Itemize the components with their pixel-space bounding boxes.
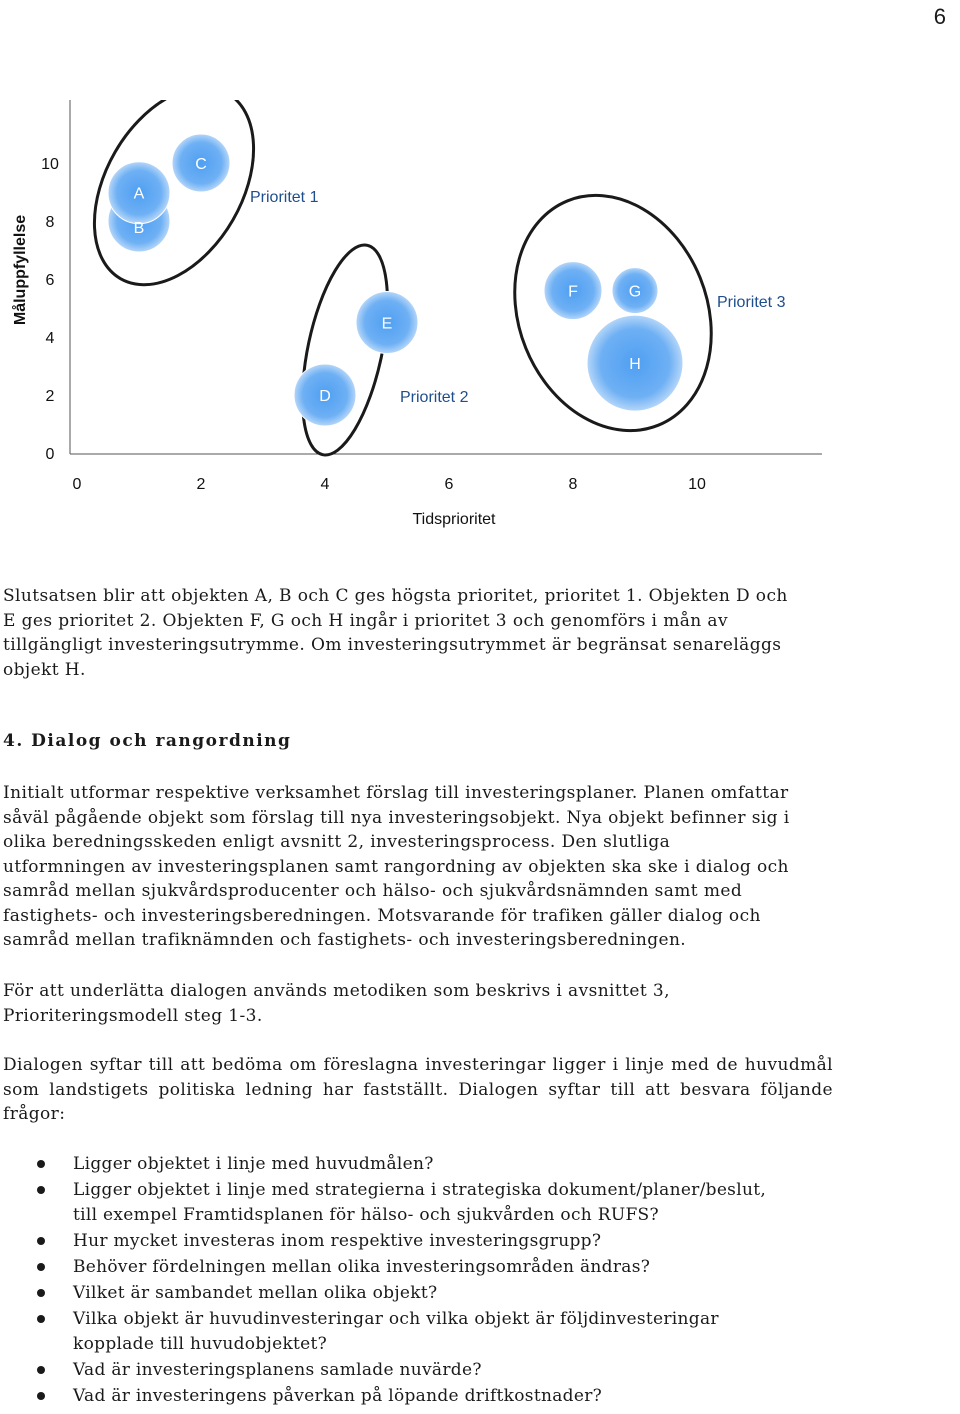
bullet-icon	[37, 1315, 45, 1323]
conclusion-line: tillgängligt investeringsutrymme. Om investeringsutrymmet är begränsat senareläggs	[3, 635, 782, 655]
list-item-text: kopplade till huvudobjektet?	[73, 1334, 328, 1354]
bubble-label: D	[319, 388, 331, 405]
paragraph-line: samråd mellan sjukvårdsproducenter och hälso- och sjukvårdsnämnden samt med	[3, 881, 743, 901]
x-tick-label: 2	[196, 476, 206, 493]
question-list	[0, 1152, 840, 1410]
x-tick-label: 0	[72, 476, 82, 493]
list-item	[0, 1281, 840, 1306]
list-item-text: Vad är investeringsplanens samlade nuvärde?	[73, 1360, 482, 1380]
bubble-label: G	[628, 283, 642, 301]
bubble-chart	[0, 100, 840, 530]
axis-labels	[11, 215, 496, 528]
method-paragraph	[3, 979, 843, 1028]
conclusion-paragraph	[3, 584, 843, 682]
y-tick-label: 6	[45, 272, 55, 289]
y-tick-label: 10	[41, 156, 59, 173]
paragraph-line: olika beredningsskeden enligt avsnitt 2, investeringsprocess. Den slutliga	[3, 832, 671, 852]
y-tick-label: 2	[45, 388, 55, 405]
bubble-label: A	[133, 185, 145, 203]
bubble-label: C	[195, 156, 207, 173]
list-item	[0, 1358, 840, 1383]
list-item	[0, 1178, 840, 1228]
priority-group-label: Prioritet 1	[250, 189, 319, 206]
bullet-icon	[37, 1263, 45, 1271]
paragraph-line: såväl pågående objekt som förslag till nya investeringsobjekt. Nya objekt befinner sig i	[3, 807, 790, 828]
x-tick-label: 6	[444, 476, 454, 493]
list-item	[0, 1229, 840, 1254]
priority-group-label: Prioritet 2	[400, 389, 469, 406]
bubbles	[108, 134, 683, 426]
bubble-label: E	[381, 315, 393, 333]
bullet-icon	[37, 1186, 45, 1194]
priority-group-label: Prioritet 3	[717, 294, 786, 311]
paragraph-line: Initialt utformar respektive verksamhet förslag till investeringsplaner. Planen omfattar	[3, 783, 789, 803]
x-tick-label: 4	[320, 476, 330, 493]
list-item-text: Hur mycket investeras inom respektive investeringsgrupp?	[73, 1231, 602, 1251]
bubble-label: H	[629, 356, 641, 374]
paragraph-line: fastighets- och investeringsberedningen. Motsvarande för trafiken gäller dialog och	[3, 905, 761, 926]
bullet-icon	[37, 1366, 45, 1374]
bullet-icon	[37, 1289, 45, 1297]
x-tick-label: 10	[688, 476, 706, 493]
page-number: 6	[933, 4, 946, 29]
y-tick-label: 8	[45, 214, 55, 231]
list-item-text: till exempel Framtidsplanen för hälso- och sjukvården och RUFS?	[73, 1205, 659, 1225]
bullet-icon	[37, 1160, 45, 1168]
conclusion-line: Slutsatsen blir att objekten A, B och C ges högsta prioritet, prioritet 1. Objekten D och	[3, 586, 788, 606]
y-tick-label: 4	[45, 330, 55, 347]
paragraph-line: För att underlätta dialogen används metodiken som beskrivs i avsnittet 3,	[3, 981, 670, 1001]
paragraph-line: samråd mellan trafiknämnden och fastighets- och investeringsberedningen.	[3, 930, 687, 950]
purpose-paragraph: Dialogen syftar till att bedöma om föreslagna investeringar ligger i linje med de huvudmål som landstigets politiska ledning har fastställt. Dialogen syftar till att besvara följande frågor:	[3, 1055, 833, 1124]
y-tick-label: 0	[45, 446, 55, 463]
list-item-text: Vilket är sambandet mellan olika objekt?	[73, 1283, 438, 1303]
bubble-label: F	[568, 283, 578, 301]
priority-group-outline	[62, 100, 287, 313]
conclusion-line: E ges prioritet 2. Objekten F, G och H ingår i prioritet 3 och genomförs i mån av	[3, 610, 728, 631]
conclusion-line: objekt H.	[3, 659, 86, 680]
y-axis-label: Måluppfyllelse	[12, 214, 29, 326]
list-item-text: Ligger objektet i linje med huvudmålen?	[73, 1154, 434, 1174]
bullet-icon	[37, 1392, 45, 1400]
x-tick-label: 8	[568, 476, 578, 493]
dialog-paragraph	[3, 781, 843, 953]
list-item-text: Ligger objektet i linje med strategierna i strategiska dokument/planer/beslut,	[73, 1180, 767, 1200]
section-heading: 4. Dialog och rangordning	[3, 731, 292, 751]
list-item-text: Behöver fördelningen mellan olika investeringsområden ändras?	[73, 1257, 651, 1277]
list-item-text: Vilka objekt är huvudinvesteringar och vilka objekt är följdinvesteringar	[73, 1309, 719, 1329]
bubble-label: B	[133, 220, 145, 237]
paragraph-line: utformningen av investeringsplanen samt rangordning av objekten ska ske i dialog och	[3, 856, 789, 877]
bullet-icon	[37, 1237, 45, 1245]
list-item	[0, 1384, 840, 1409]
x-axis-label: Tidsprioritet	[412, 511, 496, 528]
priority-groups	[62, 100, 786, 462]
list-item	[0, 1255, 840, 1280]
paragraph-line: Prioriteringsmodell steg 1-3.	[3, 1005, 263, 1026]
priority-group-outline	[481, 166, 746, 461]
list-item-text: Vad är investeringens påverkan på löpande driftkostnader?	[73, 1386, 603, 1406]
list-item	[0, 1152, 840, 1177]
list-item	[0, 1307, 840, 1357]
